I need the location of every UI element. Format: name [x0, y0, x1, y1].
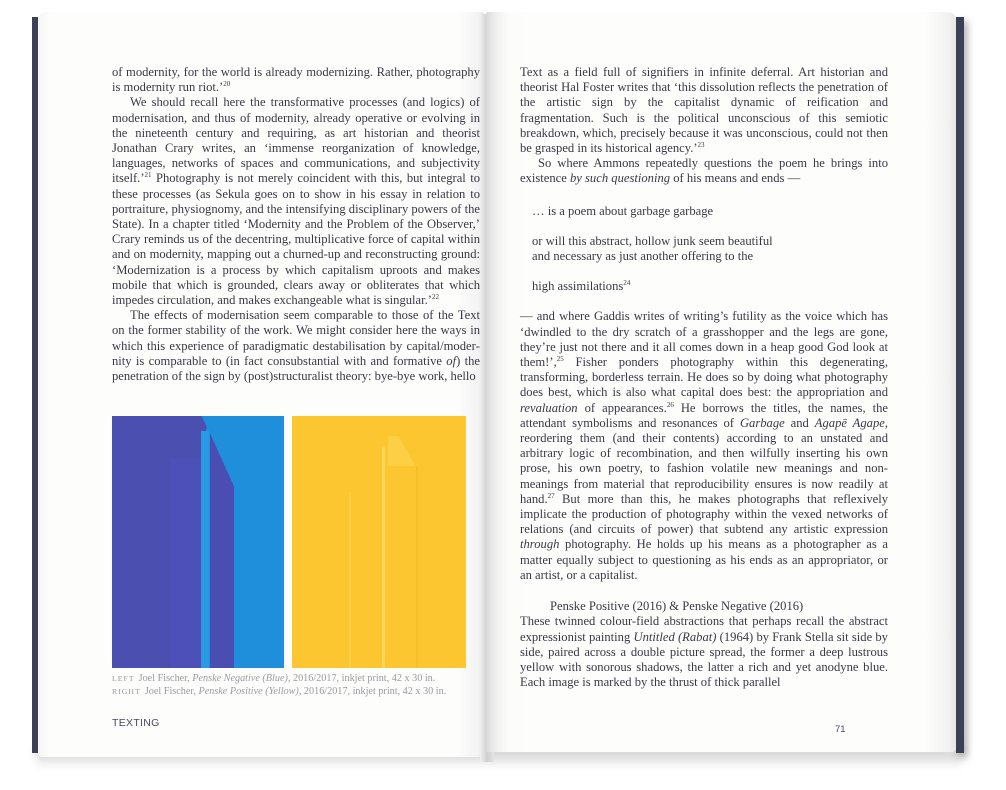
figure-caption	[112, 672, 484, 698]
footnote-ref[interactable]: 25	[556, 355, 564, 364]
poem-stanza: high assimilations$^{24}$	[532, 279, 631, 294]
poem-quotation	[532, 204, 888, 295]
footnote-ref[interactable]: 24	[623, 279, 631, 288]
paragraph: — and where Gaddis writes of writing’s futility as the voice which has ‘dwindled to the dry scratch of a grasshopper and the legs are gone, they’re just not there and it all comes down in a heap good God look at them!’,$^{25}$ Fisher ponders photography within this degenerating, transforming, borderless terrain. He does so by doing what photography does best, which is also what capital does best: the appropriation and revaluation of appearances.$^{26}$ He borrows the titles, the names, the attendant symbolisms and resonances of Garbage and Agapē Agape, reordering them (and their contents) according to an unstated and arbitrary logic of recombination, and then wilfully inserting his own prose, his own poetry, to fashion volatile new meanings and non-meanings from material that reproducibility ensures is now readily at hand.$^{27}$ But more than this, he makes photographs that reflexively implicate the production of photography within the vexed networks of relations (and circuits of power) that subtend any artistic expression through photography. He holds up his means as a photographer as a matter equally subject to questioning as his ends as an appropriator, or an artist, or a capitalist.	[520, 309, 888, 582]
paragraph: Text as a field full of signifiers in infinite deferral. Art historian and theorist Hal Foster writes that ‘this dissolution reflects the penetration of the artistic sign by the capitalist dynamic of reification and fragmentation. Such is the political unconscious of this semiotic breakdown, which, precisely because it was unconscious, could not then be grasped in its historical agency.’$^{23}$	[520, 65, 888, 156]
footnote-ref[interactable]: 27	[547, 491, 555, 500]
poem-stanza: or will this abstract, hollow junk seem beautiful and necessary as just another offering to the	[532, 233, 773, 264]
penske-negative-blue-image	[112, 416, 284, 668]
penske-positive-yellow-image	[292, 416, 466, 668]
footnote-ref[interactable]: 26	[666, 400, 674, 409]
paragraph: The effects of modernisation seem comparable to those of the Text on the former stability of the work. We might consider here the ways in which this experience of paradigmatic destabilisation by capital/modernity is comparable to (in fact consubstantial with and formative of) the penetration of the sign by (post)structuralist theory: bye-bye work, hello	[112, 308, 481, 384]
footnote-ref[interactable]: 21	[144, 171, 152, 180]
paragraph: of modernity, for the world is already modernizing. Rather, photography is modernity run riot.’$^{20}$	[112, 65, 480, 95]
left-page	[38, 12, 484, 757]
running-head: TEXTING	[112, 717, 160, 729]
poem-stanza: … is a poem about garbage garbage	[532, 203, 714, 218]
paragraph: So where Ammons repeatedly questions the poem he brings into existence by such questioning of his means and ends —	[520, 156, 888, 186]
paragraph: We should recall here the transformative processes (and logics) of modernisation, and thus of modernity, already operative or evolving in the nineteenth century and requiring, as art historian and theorist Jonathan Crary writes, an ‘immense reorganization of knowledge, languages, networks of spaces and communications, and subjectivity itself.’$^{21}$ Photography is not merely coincident with this, but integral to these processes (as Sekula goes on to show in his essay in relation to portraiture, physiognomy, and the intensifying disciplinary powers of the State). In a chapter titled ‘Modernity and the Problem of the Observer,’ Crary reminds us of the decentring, multiplicative force of capital within and on modernity, mapping out a churned-up and reconstructing ground: ‘Modernization is a process by which capitalism uproots and makes mobile that which is grounded, clears away or obliterates that which impedes circulation, and makes exchangeable what is singular.’$^{22}$	[112, 95, 480, 308]
left-page-body	[112, 65, 480, 384]
right-page	[486, 12, 956, 752]
caption-left: LEFT Joel Fischer, Penske Negative (Blue), 2016/2017, inkjet print, 42 x 30 in.	[112, 673, 436, 684]
page-number: 71	[835, 724, 846, 735]
section-heading: Penske Positive (2016) & Penske Negative (2016)	[550, 599, 804, 614]
right-page-body	[520, 65, 888, 690]
footnote-ref[interactable]: 23	[697, 141, 705, 150]
paragraph: These twinned colour-field abstractions that perhaps recall the abstract expressionist painting Untitled (Rabat) (1964) by Frank Stella sit side by side, paired across a double picture spread, the former a deep lustrous yellow with sonorous shadows, the latter a rich and yet anodyne blue. Each image is marked by the thrust of thick parallel	[520, 614, 888, 690]
caption-right: RIGHT Joel Fischer, Penske Positive (Yellow), 2016/2017, inkjet print, 42 x 30 in.	[112, 686, 447, 697]
footnote-ref[interactable]: 22	[431, 293, 439, 302]
footnote-ref[interactable]: 20	[223, 80, 231, 89]
figure-pair	[112, 416, 476, 668]
book-cover-right-edge	[956, 17, 964, 753]
